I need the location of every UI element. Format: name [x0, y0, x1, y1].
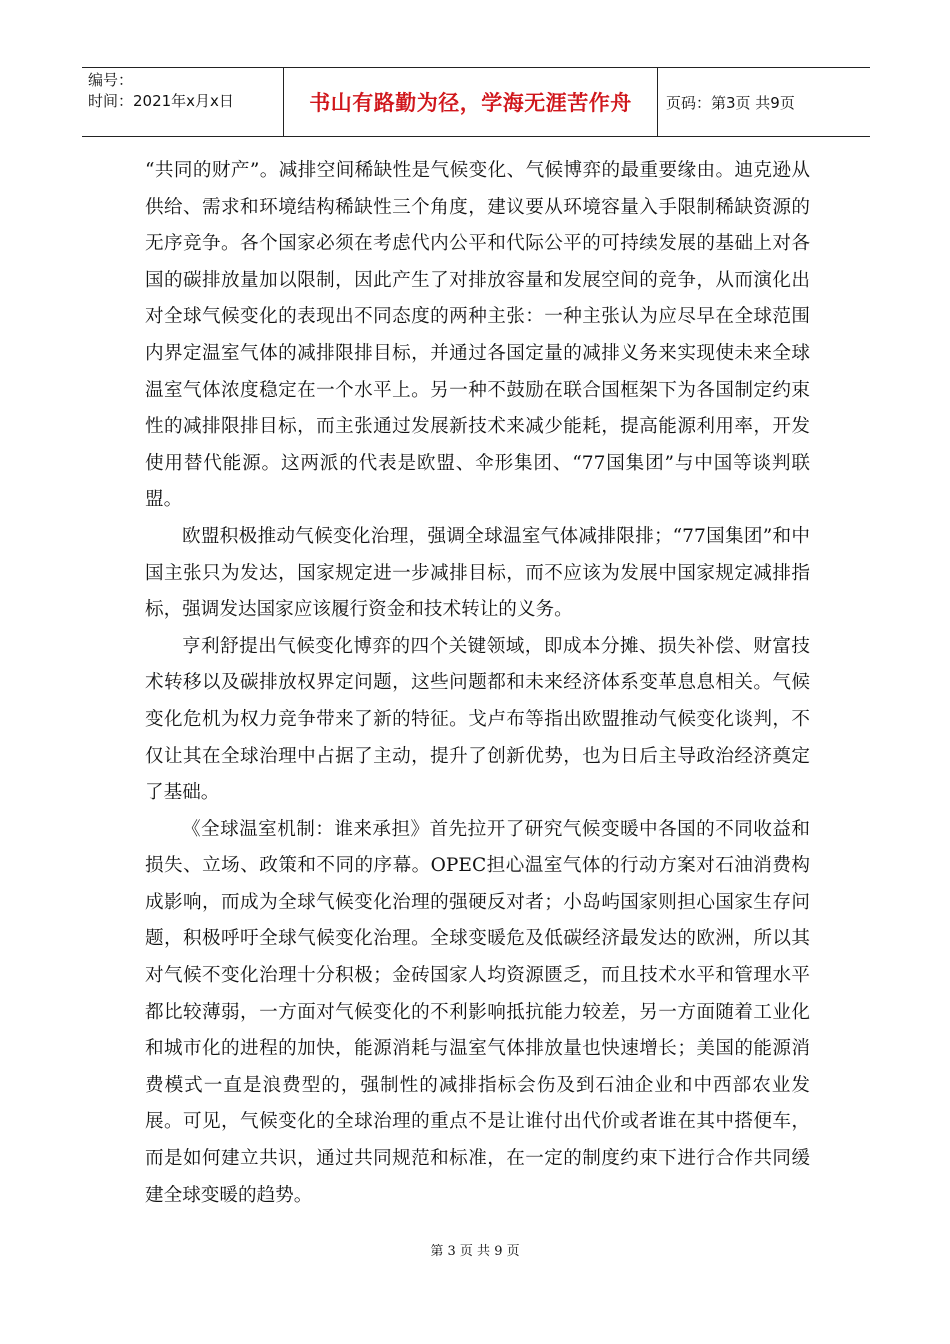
header-meta: [82, 68, 284, 136]
document-time-label: 时间：2021年x月x日: [88, 92, 234, 110]
header-motto: 书山有路勤为径，学海无涯苦作舟: [309, 91, 632, 115]
page-footer: 第 3 页 共 9 页: [430, 1244, 520, 1259]
body-paragraph: 《全球温室机制：谁来承担》首先拉开了研究气候变暖中各国的不同收益和损失、立场、政策和不同的序幕。OPEC担心温室气体的行动方案对石油消费构成影响，而成为全球气候变化治理的强硬反对者；小岛屿国家则担心国家生存问题，积极呼吁全球气候变化治理。全球变暖危及低碳经济最发达的欧洲，所以其对气候不变化治理十分积极；金砖国家人均资源匮乏，而且技术水平和管理水平都比较薄弱，一方面对气候变化的不利影响抵抗能力较差，另一方面随着工业化和城市化的进程的加快，能源消耗与温室气体排放量也快速增长；美国的能源消费模式一直是浪费型的，强制性的减排指标会伤及到石油企业和中西部农业发展。可见，气候变化的全球治理的重点不是让谁付出代价或者谁在其中搭便车，而是如何建立共识，通过共同规范和标准，在一定的制度约束下进行合作共同缓建全球变暖的趋势。: [145, 818, 810, 1206]
body-paragraph: 欧盟积极推动气候变化治理，强调全球温室气体减排限排；“77国集团”和中国主张只为发达，国家规定进一步减排目标，而不应该为发展中国家规定减排指标，强调发达国家应该履行资金和技术转让的义务。: [145, 525, 810, 621]
header-page-cell: [658, 68, 870, 136]
page-header: [82, 67, 870, 137]
body-paragraph: 亨利舒提出气候变化博弈的四个关键领域，即成本分摊、损失补偿、财富技术转移以及碳排放权界定问题，这些问题都和未来经济体系变革息息相关。气候变化危机为权力竞争带来了新的特征。戈卢布等指出欧盟推动气候变化谈判，不仅让其在全球治理中占据了主动，提升了创新优势，也为日后主导政治经济奠定了基础。: [145, 635, 810, 804]
header-motto-cell: [284, 68, 658, 136]
header-page-number: 页码：第3页 共9页: [666, 93, 795, 112]
document-number-label: 编号：: [88, 71, 134, 89]
document-body: [145, 153, 810, 1214]
body-paragraph: “共同的财产”。减排空间稀缺性是气候变化、气候博弈的最重要缘由。迪克逊从供给、需求和环境结构稀缺性三个角度，建议要从环境容量入手限制稀缺资源的无序竞争。各个国家必须在考虑代内公平和代际公平的可持续发展的基础上对各国的碳排放量加以限制，因此产生了对排放容量和发展空间的竞争，从而演化出对全球气候变化的表现出不同态度的两种主张：一种主张认为应尽早在全球范围内界定温室气体的减排限排目标，并通过各国定量的减排义务来实现使未来全球温室气体浓度稳定在一个水平上。另一种不鼓励在联合国框架下为各国制定约束性的减排限排目标，而主张通过发展新技术来减少能耗，提高能源利用率，开发使用替代能源。这两派的代表是欧盟、伞形集团、“77国集团”与中国等谈判联盟。: [145, 160, 810, 511]
